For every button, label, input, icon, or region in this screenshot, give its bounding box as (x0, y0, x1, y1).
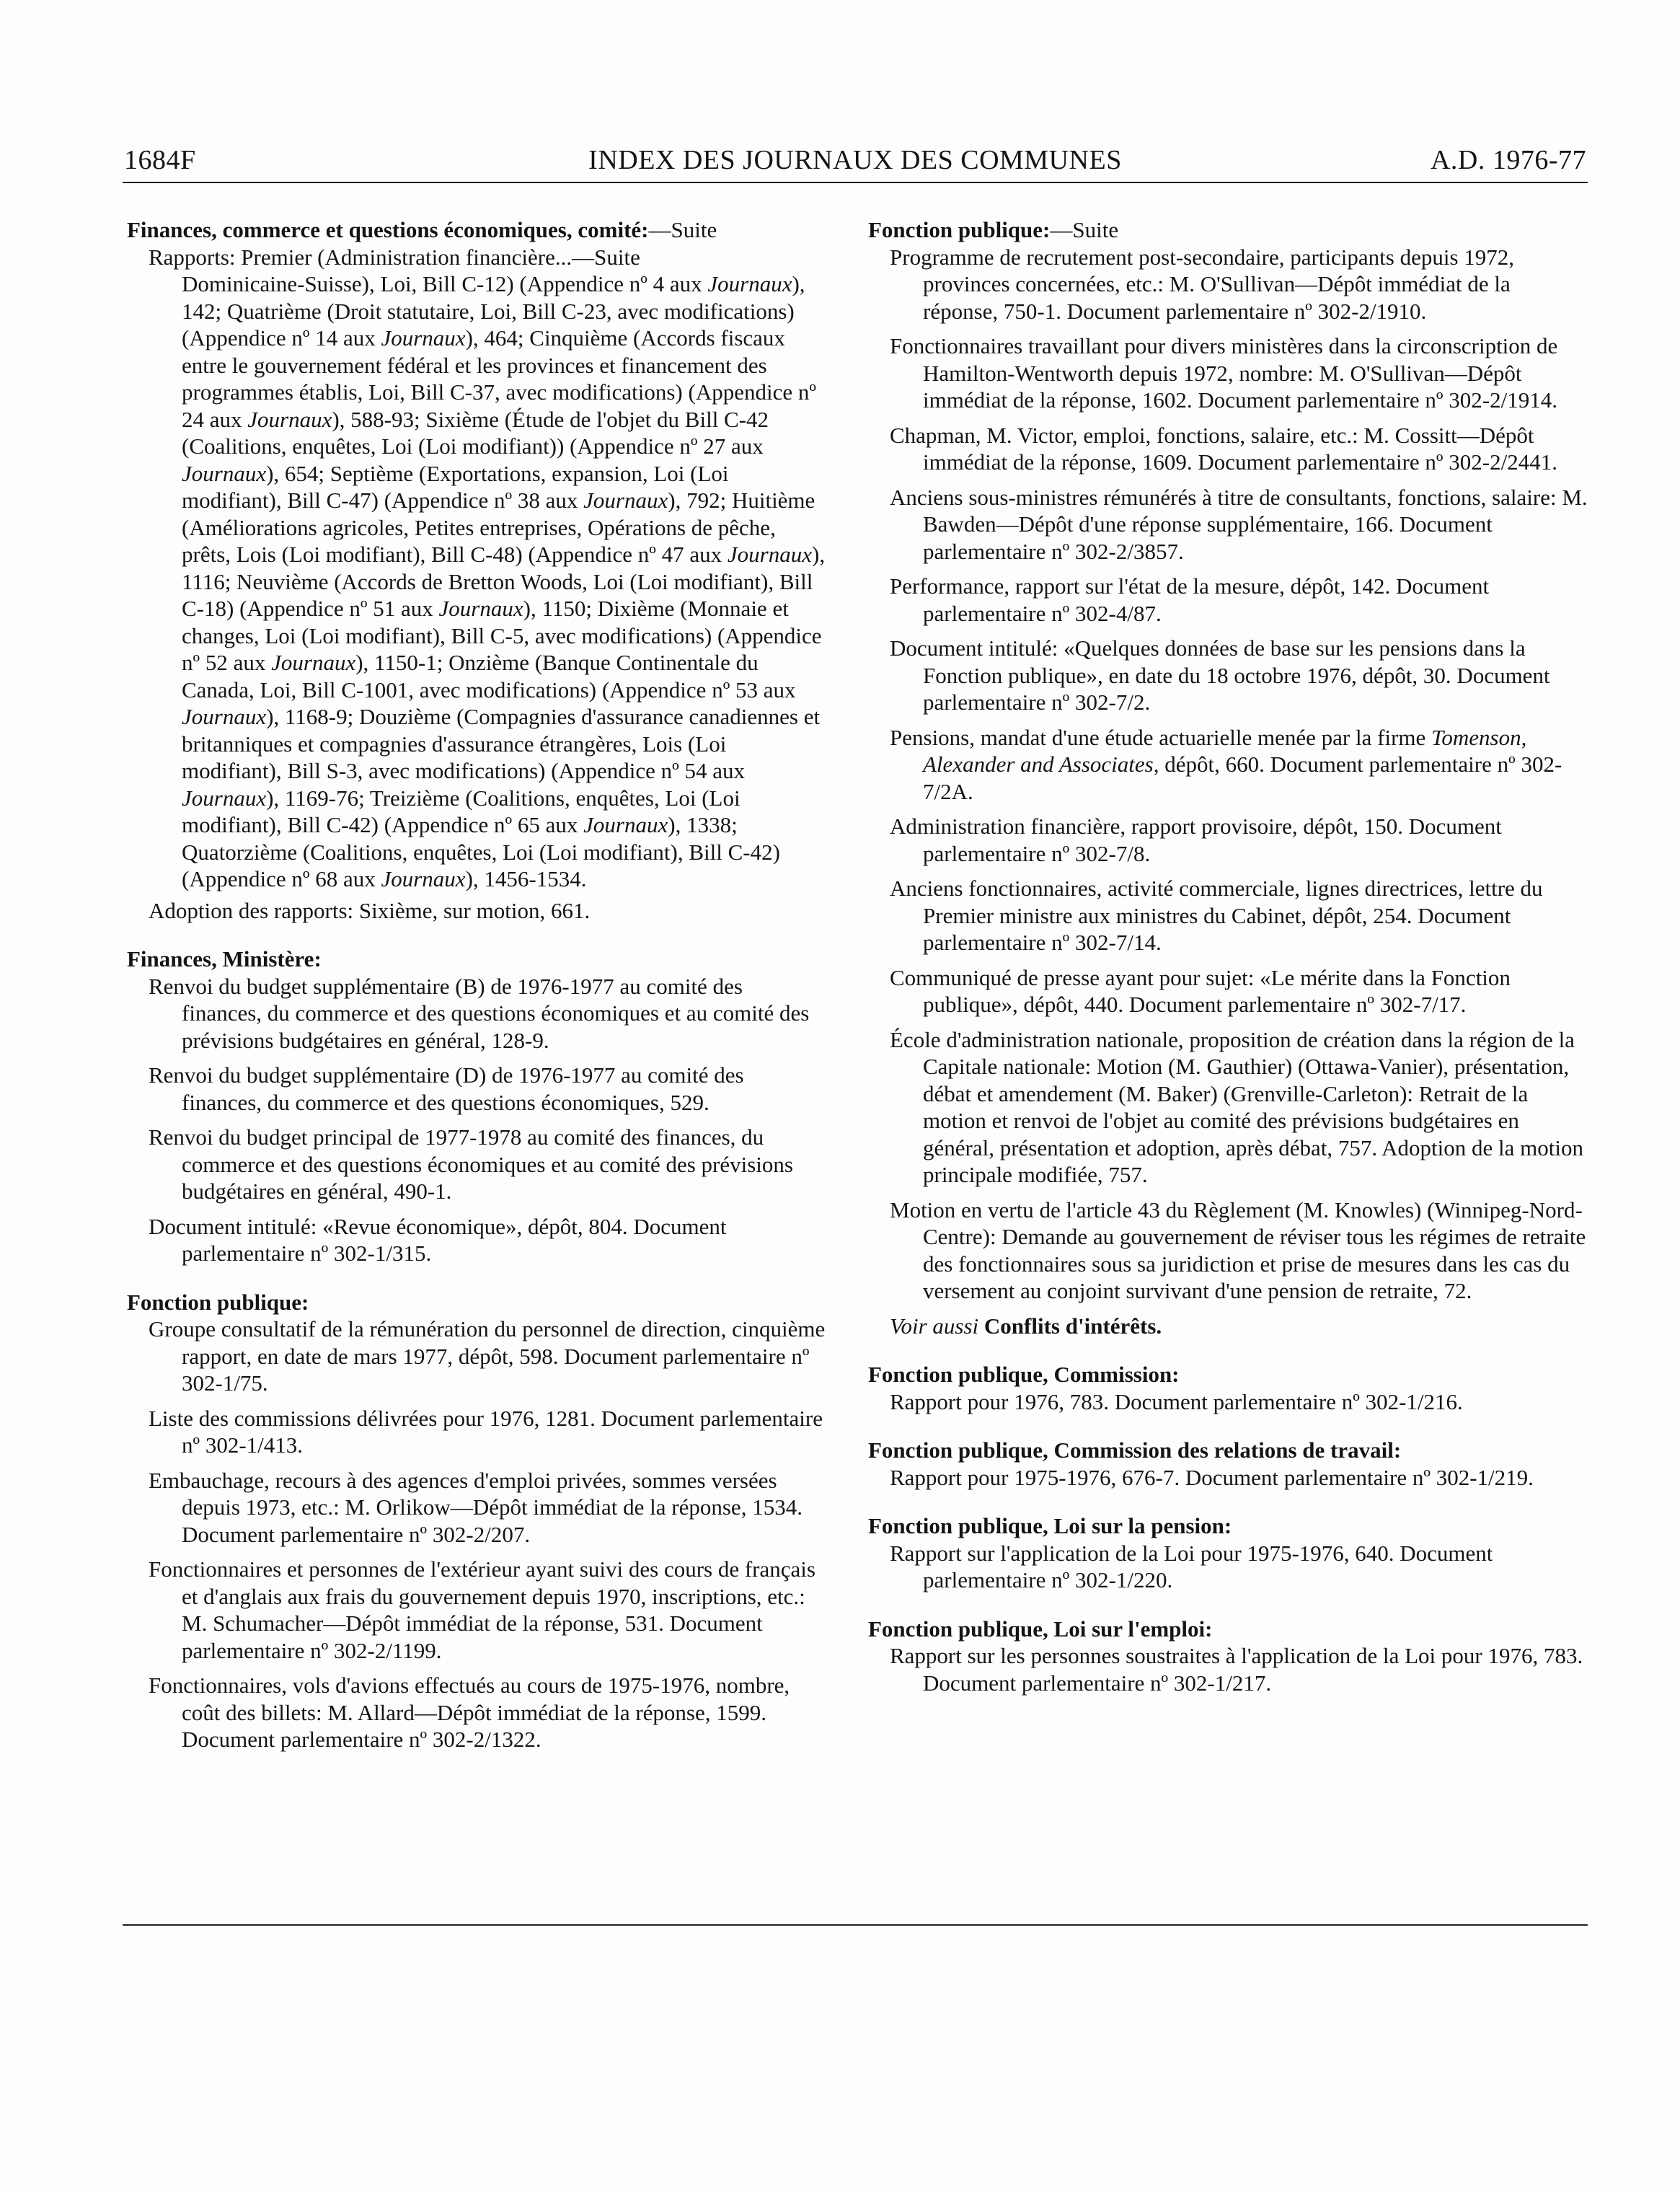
firm-name: Tomenson, Alexander and Associates (923, 724, 1527, 777)
index-section (868, 216, 1589, 1339)
index-entry: Embauchage, recours à des agences d'emploi privées, sommes versées depuis 1973, etc.: M. Orlikow—Dépôt immédiat de la réponse, 1534. Document parlementaire nº 302-2/207. (149, 1467, 803, 1547)
index-entry: Administration financière, rapport provisoire, dépôt, 150. Document parlementaire nº 302-7/8. (890, 814, 1502, 866)
index-entry: Groupe consultatif de la rémunération du personnel de direction, cinquième rapport, en date de mars 1977, dépôt, 598. Document parlementaire nº 302-1/75. (149, 1316, 826, 1396)
footer-rule (123, 1924, 1588, 1926)
reports-list: Dominicaine-Suisse), Loi, Bill C-12) (Appendice nº 4 aux Journaux), 142; Quatrième (Droit statutaire, Loi, Bill C-23, avec modifications) (Appendice nº 14 aux Journaux), 464; Cinquième (Accords fiscaux entre le gouvernement fédéral et les provinces et financement des programmes établis, Loi, Bill C-37, avec modifications) (Appendice nº 24 aux Journaux), 588-93; Sixième (Étude de l'objet du Bill C-42 (Coalitions, enquêtes, Loi (Loi modifiant)) (Appendice nº 27 aux Journaux), 654; Septième (Exportations, expansion, Loi (Loi modifiant), Bill C-47) (Appendice nº 38 aux Journaux), 792; Huitième (Améliorations agricoles, Petites entreprises, Opérations de pêche, prêts, Lois (Loi modifiant), Bill C-48) (Appendice nº 47 aux Journaux), 1116; Neuvième (Accords de Bretton Woods, Loi (Loi modifiant), Bill C-18) (Appendice nº 51 aux Journaux), 1150; Dixième (Monnaie et changes, Loi (Loi modifiant), Bill C-5, avec modifications) (Appendice nº 52 aux Journaux), 1150-1; Onzième (Banque Continentale du Canada, Loi, Bill C-1001, avec modifications) (Appendice nº 53 aux Journaux), 1168-9; Douzième (Compagnies d'assurance canadiennes et britanniques et compagnies d'assurance étrangères, Lois (Loi modifiant), Bill S-3, avec modifications) (Appendice nº 54 aux Journaux), 1169-76; Treizième (Coalitions, enquêtes, Loi (Loi modifiant), Bill C-42) (Appendice nº 65 aux Journaux), 1338; Quatorzième (Coalitions, enquêtes, Loi (Loi modifiant), Bill C-42) (Appendice nº 68 aux Journaux), 1456-1534. (182, 271, 826, 891)
index-section (868, 1437, 1589, 1491)
index-section (868, 1361, 1589, 1415)
journaux-italic: Journaux (438, 596, 523, 621)
index-entry: Anciens sous-ministres rémunérés à titre de consultants, fonctions, salaire: M. Bawden—Dépôt d'une réponse supplémentaire, 166. Document parlementaire nº 302-2/3857. (890, 484, 1588, 564)
index-entry: Motion en vertu de l'article 43 du Règlement (M. Knowles) (Winnipeg-Nord-Centre): Demande au gouvernement de réviser tous les régimes de retraite des fonctionnaires sous sa juridiction et prise de mesures dans les cas du versement au conjoint survivant d'une pension de retraite, 72. (890, 1197, 1586, 1303)
journaux-italic: Journaux (707, 271, 792, 296)
heading-text: Fonction publique: (868, 217, 1051, 242)
index-entry: Performance, rapport sur l'état de la mesure, dépôt, 142. Document parlementaire nº 302-4/87. (890, 573, 1490, 626)
heading-suite: —Suite (1050, 217, 1119, 242)
section-heading: Fonction publique, Loi sur l'emploi: (868, 1616, 1213, 1642)
running-title: INDEX DES JOURNAUX DES COMMUNES (588, 145, 1122, 175)
page-header (124, 144, 1586, 176)
index-entry: Renvoi du budget supplémentaire (D) de 1976-1977 au comité des finances, du commerce et des questions économiques, 529. (149, 1062, 744, 1115)
heading-text: Finances, commerce et questions économiques, comité: (127, 217, 649, 242)
index-entry: Liste des commissions délivrées pour 1976, 1281. Document parlementaire nº 302-1/413. (149, 1405, 823, 1458)
publication-year: A.D. 1976-77 (1430, 145, 1586, 175)
index-entry: Communiqué de presse ayant pour sujet: «Le mérite dans la Fonction publique», dépôt, 440. Document parlementaire nº 302-7/17. (890, 964, 1511, 1017)
index-section (127, 946, 826, 1267)
journaux-italic: Journaux (381, 325, 466, 351)
index-entry: Rapport sur les personnes soustraites à l'application de la Loi pour 1976, 783. Document parlementaire nº 302-1/217. (890, 1643, 1583, 1696)
index-entry: Anciens fonctionnaires, activité commerciale, lignes directrices, lettre du Premier ministre aux ministres du Cabinet, dépôt, 254. Document parlementaire nº 302-7/14. (890, 876, 1543, 955)
section-heading (127, 216, 826, 244)
section-heading: Fonction publique, Commission des relations de travail: (868, 1437, 1402, 1463)
journaux-italic: Journaux (182, 460, 267, 486)
index-entry: Programme de recrutement post-secondaire, participants depuis 1972, provinces concernées, etc.: M. O'Sullivan—Dépôt immédiat de la réponse, 750-1. Document parlementaire nº 302-2/1910. (890, 244, 1515, 324)
index-entry: Adoption des rapports: Sixième, sur motion, 661. (149, 897, 591, 923)
journaux-italic: Journaux (583, 812, 668, 837)
index-section (868, 1512, 1589, 1594)
index-entry: Fonctionnaires et personnes de l'extérieur ayant suivi des cours de français et d'anglais aux frais du gouvernement depuis 1970, inscriptions, etc.: M. Schumacher—Dépôt immédiat de la réponse, 531. Document parlementaire nº 302-2/1199. (149, 1556, 815, 1663)
index-entry: Fonctionnaires travaillant pour divers ministères dans la circonscription de Hamilton-Wentworth depuis 1972, nombre: M. O'Sullivan—Dépôt immédiat de la réponse, 1602. Document parlementaire nº 302-2/1914. (890, 333, 1558, 413)
subheading: Rapports: Premier (Administration financière...—Suite (149, 244, 640, 270)
index-entry: Rapport sur l'application de la Loi pour 1975-1976, 640. Document parlementaire nº 302-1/220. (890, 1540, 1493, 1592)
index-entry: Document intitulé: «Revue économique», dépôt, 804. Document parlementaire nº 302-1/315. (149, 1213, 727, 1266)
see-also (890, 1313, 1589, 1340)
journaux-italic: Journaux (583, 488, 668, 513)
index-section (868, 1616, 1589, 1697)
header-rule (123, 182, 1588, 183)
index-entry: Chapman, M. Victor, emploi, fonctions, salaire, etc.: M. Cossitt—Dépôt immédiat de la réponse, 1609. Document parlementaire nº 302-2/2441. (890, 422, 1557, 475)
heading-suite: —Suite (648, 217, 717, 242)
right-column (868, 216, 1589, 1718)
journaux-italic: Journaux (381, 866, 466, 891)
journaux-italic: Journaux (182, 704, 267, 729)
see-also-target: Conflits d'intérêts. (983, 1313, 1162, 1339)
left-column (127, 216, 826, 1775)
entry-text: Pensions, mandat d'une étude actuarielle menée par la firme (890, 724, 1432, 750)
index-entry: Rapport pour 1976, 783. Document parlementaire nº 302-1/216. (890, 1388, 1463, 1414)
index-entry: Document intitulé: «Quelques données de base sur les pensions dans la Fonction publique», en date du 18 octobre 1976, dépôt, 30. Document parlementaire nº 302-7/2. (890, 635, 1550, 715)
section-heading (868, 216, 1589, 244)
index-entry: Renvoi du budget principal de 1977-1978 au comité des finances, du commerce et des questions économiques et au comité des prévisions budgétaires en général, 490-1. (149, 1124, 793, 1204)
section-heading: Fonction publique: (127, 1289, 309, 1315)
journaux-italic: Journaux (247, 406, 332, 432)
see-also-label: Voir aussi (890, 1313, 979, 1339)
journaux-italic: Journaux (271, 650, 356, 675)
journaux-italic: Journaux (727, 542, 813, 567)
index-section (127, 1289, 826, 1753)
index-entry: Fonctionnaires, vols d'avions effectués au cours de 1975-1976, nombre, coût des billets: M. Allard—Dépôt immédiat de la réponse, 1599. Document parlementaire nº 302-2/1322. (149, 1673, 790, 1752)
entry-text: , dépôt, 660. Document parlementaire nº 302-7/2A. (923, 752, 1562, 804)
index-entry (890, 724, 1589, 806)
journaux-italic: Journaux (182, 785, 267, 811)
index-entry: Rapport pour 1975-1976, 676-7. Document parlementaire nº 302-1/219. (890, 1464, 1534, 1490)
section-heading: Finances, Ministère: (127, 946, 322, 972)
page-number: 1684F (124, 145, 196, 175)
section-heading: Fonction publique, Commission: (868, 1362, 1180, 1387)
section-heading: Fonction publique, Loi sur la pension: (868, 1513, 1232, 1538)
index-entry: Renvoi du budget supplémentaire (B) de 1976-1977 au comité des finances, du commerce et des questions économiques et au comité des prévisions budgétaires en général, 128-9. (149, 973, 810, 1053)
index-entry: École d'administration nationale, proposition de création dans la région de la Capitale nationale: Motion (M. Gauthier) (Ottawa-Vanier), présentation, débat et amendement (M. Baker) (Grenville-Carleton): Retrait de la motion et renvoi de l'objet au comité des prévisions budgétaires en général, présentation et adoption, après débat, 757. Adoption de la motion principale modifiée, 757. (890, 1026, 1583, 1187)
index-section (127, 216, 826, 924)
